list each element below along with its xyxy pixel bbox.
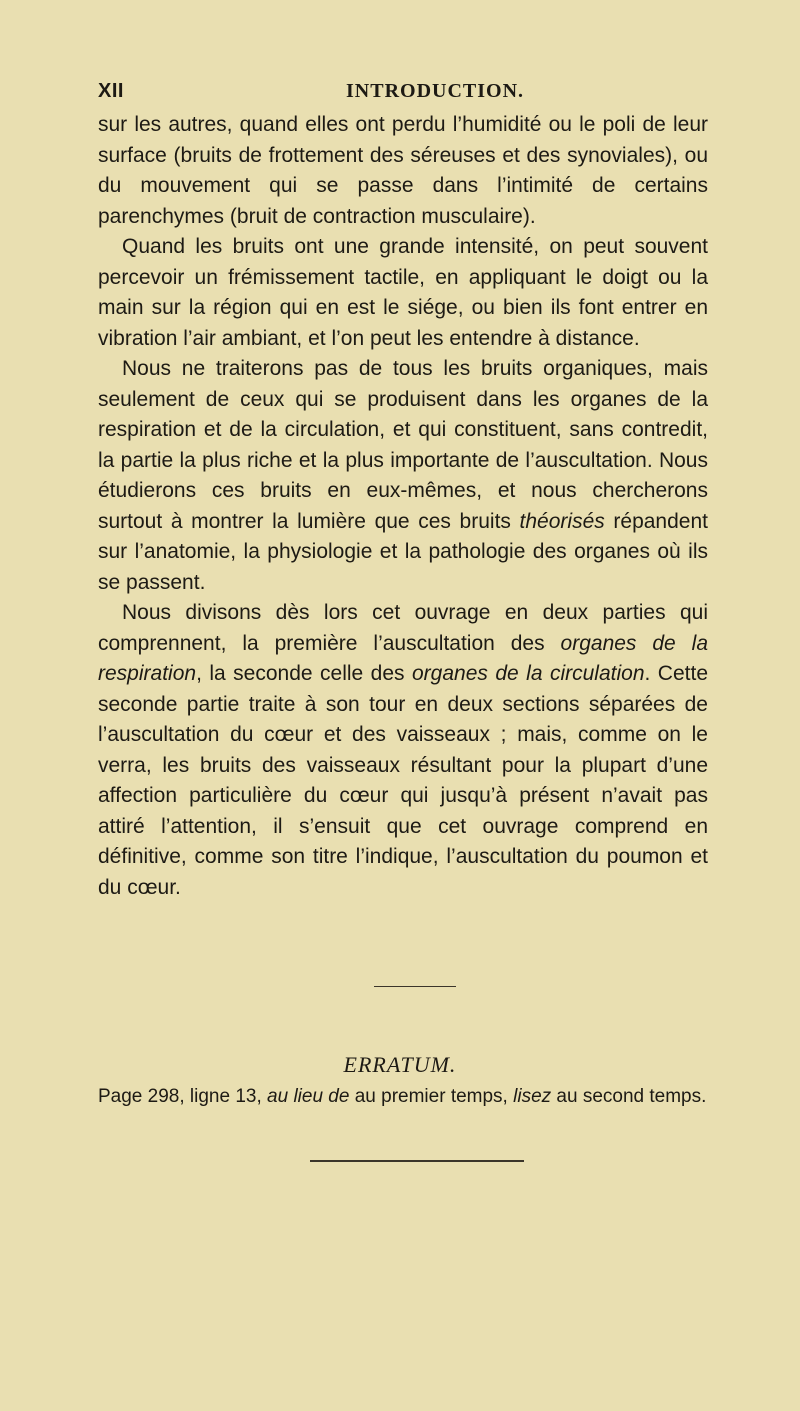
paragraph-4-emphasis-1: organes de la respiration — [98, 631, 709, 685]
erratum-emphasis-2: lisez — [513, 1086, 552, 1107]
erratum-emphasis-1: au lieu de — [267, 1086, 350, 1107]
paragraph-3 — [98, 354, 708, 598]
paragraph-3-emphasis: théorisés — [519, 509, 605, 533]
erratum-title: ERRATUM. — [343, 1052, 457, 1077]
paragraph-2 — [98, 232, 708, 354]
page-number: XII — [98, 80, 124, 102]
closing-rule — [310, 1160, 524, 1162]
paragraph-1 — [98, 110, 708, 232]
separator-rule — [374, 986, 456, 987]
body-text — [98, 110, 708, 903]
erratum-text-c: au second temps. — [556, 1086, 707, 1107]
paragraph-4-text-c: . Cette seconde partie traite à son tour en deux sections séparées de l’auscultation du cœur et des vaisseaux ; mais, comme on le verra, les bruits des vaisseaux résultant pour la plupart d’une affection particulière du cœur qui jusqu’à présent n’avait pas attiré l’attention, il s’ensuit que cet ouvrage comprend en définitive, comme son titre l’indique, l’auscultation du poumon et du cœur. — [98, 662, 709, 899]
paragraph-4-text-a: Nous divisons dès lors cet ouvrage en deux parties qui comprennent, la première l’auscultation des — [98, 601, 708, 655]
erratum-text-a: Page 298, ligne 13, — [98, 1086, 262, 1107]
paragraph-4-emphasis-2: organes de la circulation — [412, 662, 645, 685]
erratum-text — [98, 1086, 728, 1108]
paragraph-4 — [98, 598, 708, 903]
paragraph-1-text: sur les autres, quand elles ont perdu l’humidité ou le poli de leur surface (bruits de frottement des séreuses et des synoviales), ou du mouvement qui se passe dans l’intimité de certains parenchymes (bruit de contraction musculaire). — [98, 113, 708, 228]
page-header — [98, 80, 708, 108]
paragraph-4-text-b: , la seconde celle des — [196, 662, 405, 685]
erratum-text-b: au premier temps, — [354, 1086, 508, 1107]
paragraph-3-text-a: Nous ne traiterons pas de tous les bruits organiques, mais seulement de ceux qui se produisent dans les organes de la respiration et de la circulation, et qui constituent, sans contredit, la partie la plus riche et la plus importante de l’auscultation. Nous étudierons ces bruits en eux-mêmes, et nous chercherons surtout à montrer la lumière que ces bruits — [98, 357, 708, 533]
paragraph-2-text: Quand les bruits ont une grande intensité, on peut souvent percevoir un frémissement tactile, en appliquant le doigt ou la main sur la région qui en est le siége, ou bien ils font entrer en vibration l’air ambiant, et l’on peut les entendre à distance. — [98, 235, 708, 350]
paragraph-3-text-b: répandent sur l’anatomie, la physiologie et la pathologie des organes où ils se passent. — [98, 509, 708, 594]
running-title: INTRODUCTION. — [346, 80, 525, 102]
